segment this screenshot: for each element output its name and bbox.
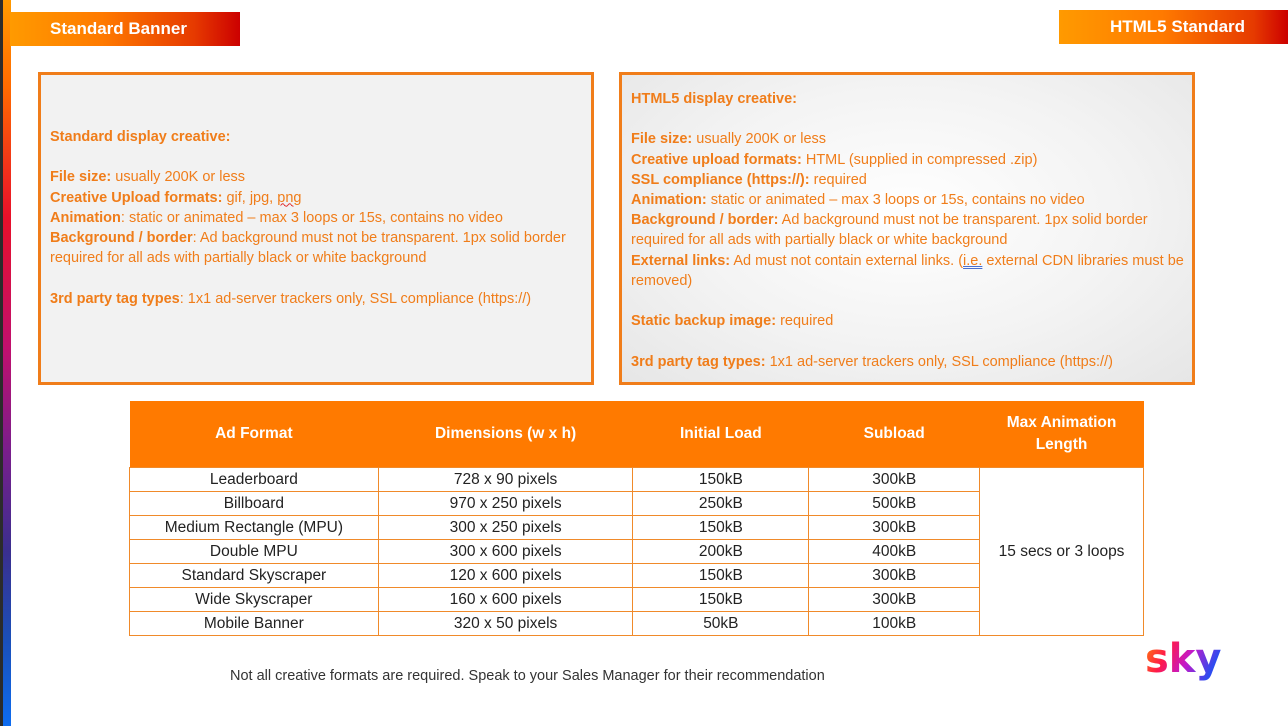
cell-initial-load: 50kB [633,612,809,636]
standard-file-size: File size: usually 200K or less [50,169,246,186]
cell-subload: 300kB [809,588,980,612]
svg-text:sky: sky [1145,636,1222,682]
standard-tag-types: 3rd party tag types: 1x1 ad-server trackers only, SSL compliance (https://) [50,290,532,307]
table-row [130,468,1144,492]
header-initial-load: Initial Load [633,401,809,468]
cell-initial-load: 150kB [633,468,809,492]
cell-dimensions: 300 x 600 pixels [378,540,633,564]
cell-max-animation: 15 secs or 3 loops [980,468,1144,636]
html5-upload-formats: Creative upload formats: HTML (supplied in compressed .zip) [631,151,1038,168]
header-dimensions: Dimensions (w x h) [378,401,633,468]
cell-subload: 300kB [809,564,980,588]
cell-format: Mobile Banner [130,612,379,636]
html5-ssl-compliance: SSL compliance (https://): required [631,171,867,188]
table-header-row [130,401,1144,468]
sky-logo-icon [1143,634,1233,690]
html5-static-backup: Static backup image: required [631,313,834,330]
left-edge-gradient-stripe [3,0,11,726]
standard-box-heading: Standard display creative: [50,129,231,145]
header-subload: Subload [809,401,980,468]
standard-background-border: Background / border: Ad background must not be transparent. 1px solid border required for all ads with partially black or white background [50,230,566,267]
cell-format: Leaderboard [130,468,379,492]
standard-banner-title: Standard Banner [10,12,240,46]
ad-format-specs-table [129,401,1144,636]
html5-tag-types: 3rd party tag types: 1x1 ad-server trackers only, SSL compliance (https://) [631,353,1113,370]
cell-format: Double MPU [130,540,379,564]
cell-dimensions: 300 x 250 pixels [378,516,633,540]
cell-dimensions: 120 x 600 pixels [378,564,633,588]
header-max-animation: Max Animation Length [980,401,1144,468]
cell-dimensions: 160 x 600 pixels [378,588,633,612]
cell-subload: 300kB [809,468,980,492]
header-ad-format: Ad Format [130,401,379,468]
cell-initial-load: 150kB [633,588,809,612]
standard-upload-formats: Creative Upload formats: gif, jpg, png [50,189,302,206]
cell-subload: 400kB [809,540,980,564]
cell-format: Billboard [130,492,379,516]
cell-dimensions: 728 x 90 pixels [378,468,633,492]
cell-format: Wide Skyscraper [130,588,379,612]
html5-box-heading: HTML5 display creative: [631,91,797,107]
html5-animation: Animation: static or animated – max 3 loops or 15s, contains no video [631,192,1085,208]
cell-subload: 500kB [809,492,980,516]
cell-initial-load: 150kB [633,564,809,588]
standard-display-creative-box [38,72,594,385]
html5-background-border: Background / border: Ad background must not be transparent. 1px solid border required for all ads with partially black or white background [631,212,1148,249]
cell-subload: 300kB [809,516,980,540]
html5-file-size: File size: usually 200K or less [631,131,827,148]
cell-dimensions: 320 x 50 pixels [378,612,633,636]
cell-dimensions: 970 x 250 pixels [378,492,633,516]
html5-display-creative-box [619,72,1195,385]
cell-initial-load: 150kB [633,516,809,540]
footnote: Not all creative formats are required. Speak to your Sales Manager for their recommendation [230,668,825,684]
cell-subload: 100kB [809,612,980,636]
standard-animation: Animation: static or animated – max 3 loops or 15s, contains no video [50,209,503,226]
html5-external-links: External links: Ad must not contain external links. (i.e. external CDN libraries must be removed) [631,252,1184,289]
cell-initial-load: 250kB [633,492,809,516]
cell-initial-load: 200kB [633,540,809,564]
html5-standard-title: HTML5 Standard [1059,10,1288,44]
cell-format: Standard Skyscraper [130,564,379,588]
cell-format: Medium Rectangle (MPU) [130,516,379,540]
